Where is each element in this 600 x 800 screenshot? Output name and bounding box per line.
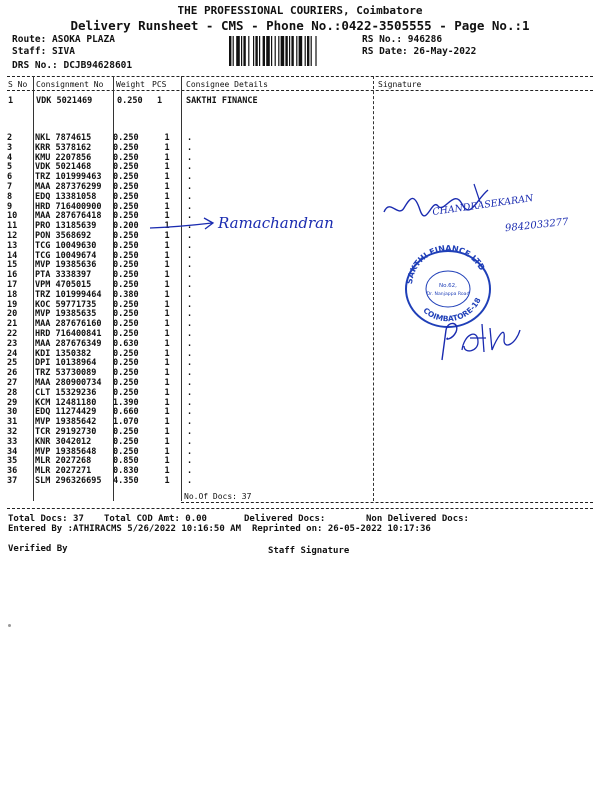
row-pcs: 1 (164, 456, 170, 467)
barcode (229, 36, 353, 66)
barcode-bar (296, 36, 297, 66)
barcode-bar (289, 36, 290, 66)
row-consignment: TCG 10049630 (35, 240, 97, 251)
barcode-bar (243, 36, 245, 66)
row-weight: 0.250 (113, 279, 139, 290)
row-sno: 20 (7, 309, 18, 320)
row-consignee: . (187, 397, 193, 408)
stamp-line-1: No.62, (439, 283, 457, 289)
official-signature-text (450, 346, 453, 347)
row-pcs: 1 (164, 299, 170, 310)
row-sno: 35 (7, 456, 18, 467)
col-signature: Signature (378, 80, 422, 89)
row-weight: 0.250 (113, 152, 139, 163)
row-weight: 0.250 (113, 328, 139, 339)
official-signature-icon (434, 310, 526, 366)
row-sno: 37 (7, 475, 18, 486)
row-consignee: . (187, 446, 193, 457)
row-weight: 0.250 (113, 191, 139, 202)
row-consignee: . (187, 368, 193, 379)
row-sno: 18 (7, 289, 18, 300)
barcode-bar (259, 36, 260, 66)
row-consignment: DPI 10138964 (35, 358, 97, 369)
row-consignee: . (187, 181, 193, 192)
row-sno: 27 (7, 377, 18, 388)
runsheet-subtitle: Delivery Runsheet - CMS - Phone No.:0422-3505555 - Page No.:1 (70, 18, 530, 33)
row-pcs: 1 (164, 250, 170, 261)
row-weight: 0.250 (113, 211, 139, 222)
row-sno: 3 (7, 142, 13, 153)
row-pcs: 1 (164, 172, 170, 183)
row-sno: 19 (7, 299, 18, 310)
delivered-docs: Delivered Docs: (244, 514, 326, 524)
drs-number: DRS No.: DCJB94628601 (12, 60, 133, 71)
row-consignment: VDK 5021468 (35, 162, 92, 173)
barcode-bar (255, 36, 257, 66)
entered-by: Entered By :ATHIRACMS 5/26/2022 10:16:50 AM (8, 524, 241, 534)
row-consignment: KNR 3042012 (35, 436, 92, 447)
row-sno: 25 (7, 358, 18, 369)
row-sno: 12 (7, 230, 18, 241)
row-weight: 0.250 (113, 230, 139, 241)
row-weight: 0.250 (113, 348, 139, 359)
row-sno: 5 (7, 162, 13, 173)
barcode-bar (248, 36, 249, 66)
row-weight: 0.250 (113, 426, 139, 437)
row-weight: 0.250 (113, 133, 139, 143)
barcode-bar (275, 36, 276, 66)
row-pcs: 1 (164, 270, 170, 281)
row-pcs: 1 (164, 240, 170, 251)
grid-line (373, 76, 374, 501)
row-weight: 0.250 (113, 142, 139, 153)
rs-date: RS Date: 26-May-2022 (362, 46, 477, 57)
barcode-bar (307, 36, 309, 66)
row-pcs: 1 (164, 279, 170, 290)
row-pcs: 1 (164, 475, 170, 486)
row-pcs: 1 (164, 133, 170, 143)
row-consignee: . (187, 358, 193, 369)
row-consignee: . (187, 201, 193, 212)
row-pcs: 1 (164, 221, 170, 232)
row-consignee: . (187, 436, 193, 447)
row-pcs: 1 (164, 181, 170, 192)
stamp-line-2: Dr. Nanjappa Road (426, 292, 470, 297)
row-sno: 14 (7, 250, 18, 261)
barcode-bar (278, 36, 279, 66)
row-pcs: 1 (164, 446, 170, 457)
row-consignment: MLR 2027271 (35, 466, 92, 477)
row-consignment: KCM 12481180 (35, 397, 97, 408)
row-1-weight: 0.250 (117, 96, 143, 106)
row-weight: 0.660 (113, 407, 139, 418)
row-pcs: 1 (164, 328, 170, 339)
row-weight: 0.250 (113, 377, 139, 388)
row-1-consignment: VDK 5021469 (36, 96, 93, 106)
row-pcs: 1 (164, 387, 170, 398)
barcode-bar (271, 36, 272, 66)
barcode-bar (311, 36, 312, 66)
row-pcs: 1 (164, 417, 170, 428)
row-1-pcs: 1 (157, 96, 163, 106)
barcode-bar (281, 36, 285, 66)
verified-by: Verified By (8, 544, 68, 554)
row-pcs: 1 (164, 211, 170, 222)
row-sno: 21 (7, 319, 18, 330)
row-pcs: 1 (164, 436, 170, 447)
barcode-bar (236, 36, 240, 66)
barcode-bar (299, 36, 303, 66)
row-pcs: 1 (164, 191, 170, 202)
col-pcs: PCS (152, 80, 167, 89)
row-consignee: . (187, 191, 193, 202)
company-title: THE PROFESSIONAL COURIERS, Coimbatore (177, 4, 423, 17)
barcode-bar (285, 36, 287, 66)
staff-signature: Staff Signature (268, 546, 350, 556)
barcode-bar (253, 36, 254, 66)
row-sno: 29 (7, 397, 18, 408)
row-sno: 10 (7, 211, 18, 222)
row-sno: 2 (7, 133, 13, 143)
row-pcs: 1 (164, 397, 170, 408)
row-consignee: . (187, 348, 193, 359)
docs-rule (181, 502, 593, 503)
row-consignee: . (187, 417, 193, 428)
row-weight: 4.350 (113, 475, 139, 486)
table-row (7, 477, 207, 487)
row-pcs: 1 (164, 348, 170, 359)
row-sno: 7 (7, 181, 13, 192)
row-pcs: 1 (164, 407, 170, 418)
row-sno: 22 (7, 328, 18, 339)
stamp-top-text: SAKTHI FINANCE LTD (404, 243, 487, 285)
row-consignee: . (187, 289, 193, 300)
row-pcs: 1 (164, 368, 170, 379)
row-consignee: . (187, 387, 193, 398)
row-consignee: . (187, 221, 193, 232)
col-consignee: Consignee Details (186, 80, 268, 89)
row-sno: 15 (7, 260, 18, 271)
staff-label: Staff: SIVA (12, 46, 75, 57)
row-sno: 16 (7, 270, 18, 281)
row-consignee: . (187, 250, 193, 261)
receiver-phone: 9842033277 (504, 216, 570, 235)
row-pcs: 1 (164, 466, 170, 477)
row-weight: 0.250 (113, 299, 139, 310)
table-bottom-rule (7, 508, 593, 509)
col-consignment: Consignment No (36, 80, 104, 89)
row-pcs: 1 (164, 142, 170, 153)
row-consignment: KOC 59771735 (35, 299, 97, 310)
row-consignee: . (187, 466, 193, 477)
row-pcs: 1 (164, 230, 170, 241)
row-consignment: HRD 716400900 (35, 201, 102, 212)
scan-speck (8, 624, 11, 627)
col-sno: S No (8, 80, 28, 89)
row-sno: 4 (7, 152, 13, 163)
row-sno: 17 (7, 279, 18, 290)
row-weight: 1.390 (113, 397, 139, 408)
row-consignment: TRZ 101999463 (35, 172, 102, 183)
row-weight: 0.250 (113, 201, 139, 212)
row-weight: 0.850 (113, 456, 139, 467)
row-sno: 9 (7, 201, 13, 212)
row-consignee: . (187, 230, 193, 241)
row-pcs: 1 (164, 377, 170, 388)
row-pcs: 1 (164, 201, 170, 212)
row-weight: 0.250 (113, 309, 139, 320)
total-cod: Total COD Amt: 0.00 (104, 514, 207, 524)
row-sno: 13 (7, 240, 18, 251)
row-pcs: 1 (164, 260, 170, 271)
barcode-bar (263, 36, 265, 66)
row-consignment: TCR 29192730 (35, 426, 97, 437)
row-sno: 11 (7, 221, 18, 232)
row-consignment: TCG 10049674 (35, 250, 97, 261)
row-consignment: MVP 19385636 (35, 260, 97, 271)
row-consignee: . (187, 377, 193, 388)
row-weight: 1.070 (113, 417, 139, 428)
row-weight: 0.250 (113, 260, 139, 271)
row-consignee: . (187, 426, 193, 437)
row-consignee: . (187, 475, 193, 486)
barcode-bar (266, 36, 270, 66)
row-1-sno: 1 (8, 96, 14, 106)
row-consignee: . (187, 299, 193, 310)
non-delivered-docs: Non Delivered Docs: (366, 514, 469, 524)
reprinted-on: Reprinted on: 26-05-2022 10:17:36 (252, 524, 431, 534)
row-weight: 0.250 (113, 358, 139, 369)
stamp-bottom-text: COIMBATORE-18 (421, 296, 483, 324)
receiver-name: Ramachandran (218, 214, 334, 232)
row-sno: 23 (7, 338, 18, 349)
header-bottom-rule (7, 90, 593, 91)
row-sno: 26 (7, 368, 18, 379)
row-weight: 0.250 (113, 446, 139, 457)
row-consignee: . (187, 211, 193, 222)
row-weight: 0.250 (113, 162, 139, 173)
row-consignment: TRZ 53730089 (35, 368, 97, 379)
row-weight: 0.630 (113, 338, 139, 349)
row-weight: 0.250 (113, 368, 139, 379)
row-consignee: . (187, 319, 193, 330)
row-consignment: MVP 19385648 (35, 446, 97, 457)
no-of-docs: No.Of Docs: 37 (184, 492, 252, 501)
row-sno: 6 (7, 172, 13, 183)
row-consignment: MAA 280900734 (35, 377, 102, 388)
row-weight: 0.200 (113, 221, 139, 232)
row-sno: 33 (7, 436, 18, 447)
row-pcs: 1 (164, 152, 170, 163)
row-consignment: KDI 1350382 (35, 348, 92, 359)
row-consignee: . (187, 152, 193, 163)
row-consignment: MVP 19385635 (35, 309, 97, 320)
row-consignment: TRZ 101999464 (35, 289, 102, 300)
row-consignment: CLT 15329236 (35, 387, 97, 398)
col-weight: Weight (116, 80, 145, 89)
row-weight: 0.250 (113, 240, 139, 251)
row-weight: 0.250 (113, 172, 139, 183)
total-docs: Total Docs: 37 (8, 514, 84, 524)
row-consignment: MAA 287376299 (35, 181, 102, 192)
row-consignment: MLR 2027268 (35, 456, 92, 467)
row-consignee: . (187, 456, 193, 467)
row-consignee: . (187, 328, 193, 339)
barcode-bar (305, 36, 306, 66)
row-consignment: PON 3568692 (35, 230, 92, 241)
row-sno: 34 (7, 446, 18, 457)
row-sno: 24 (7, 348, 18, 359)
row-consignee: . (187, 338, 193, 349)
row-pcs: 1 (164, 338, 170, 349)
row-consignment: NKL 7874615 (35, 133, 92, 143)
row-weight: 0.830 (113, 466, 139, 477)
barcode-bar (233, 36, 234, 66)
arrow-icon (148, 211, 218, 234)
row-consignment: SLM 296326695 (35, 475, 102, 486)
row-pcs: 1 (164, 358, 170, 369)
row-sno: 36 (7, 466, 18, 477)
row-consignment: KRR 5378162 (35, 142, 92, 153)
barcode-bar (291, 36, 293, 66)
row-consignee: . (187, 172, 193, 183)
row-consignee: . (187, 240, 193, 251)
row-pcs: 1 (164, 289, 170, 300)
row-consignment: MVP 19385642 (35, 417, 97, 428)
consignment-table (7, 134, 207, 487)
row-weight: 0.380 (113, 289, 139, 300)
row-weight: 0.250 (113, 436, 139, 447)
row-consignment: VPM 4705015 (35, 279, 92, 290)
barcode-bar (229, 36, 231, 66)
row-consignee: . (187, 407, 193, 418)
row-consignee: . (187, 260, 193, 271)
row-consignment: PRO 13185639 (35, 221, 97, 232)
row-weight: 0.250 (113, 270, 139, 281)
route-label: Route: ASOKA PLAZA (12, 34, 115, 45)
row-weight: 0.250 (113, 181, 139, 192)
row-consignment: KMU 2207856 (35, 152, 92, 163)
barcode-bar (241, 36, 242, 66)
row-consignment: MAA 287676349 (35, 338, 102, 349)
header-top-rule (7, 76, 593, 77)
row-1-consignee: SAKTHI FINANCE (186, 96, 258, 106)
row-consignee: . (187, 309, 193, 320)
row-consignee: . (187, 162, 193, 173)
row-consignee: . (187, 133, 193, 143)
row-consignment: MAA 287676160 (35, 319, 102, 330)
row-consignment: EDQ 13381058 (35, 191, 97, 202)
row-sno: 8 (7, 191, 13, 202)
row-consignment: PTA 3338397 (35, 270, 92, 281)
row-pcs: 1 (164, 426, 170, 437)
row-consignment: HRD 716400841 (35, 328, 102, 339)
row-sno: 28 (7, 387, 18, 398)
row-consignee: . (187, 142, 193, 153)
row-sno: 30 (7, 407, 18, 418)
row-pcs: 1 (164, 319, 170, 330)
row-pcs: 1 (164, 162, 170, 173)
row-weight: 0.250 (113, 319, 139, 330)
receiver-full-name: CHANDRASEKARAN (431, 192, 534, 219)
row-sno: 31 (7, 417, 18, 428)
row-consignment: EDQ 11274429 (35, 407, 97, 418)
row-consignee: . (187, 270, 193, 281)
row-sno: 32 (7, 426, 18, 437)
row-weight: 0.250 (113, 250, 139, 261)
row-pcs: 1 (164, 309, 170, 320)
row-consignment: MAA 287676418 (35, 211, 102, 222)
row-consignee: . (187, 279, 193, 290)
rs-number: RS No.: 946286 (362, 34, 443, 45)
row-weight: 0.250 (113, 387, 139, 398)
barcode-bar (315, 36, 316, 66)
